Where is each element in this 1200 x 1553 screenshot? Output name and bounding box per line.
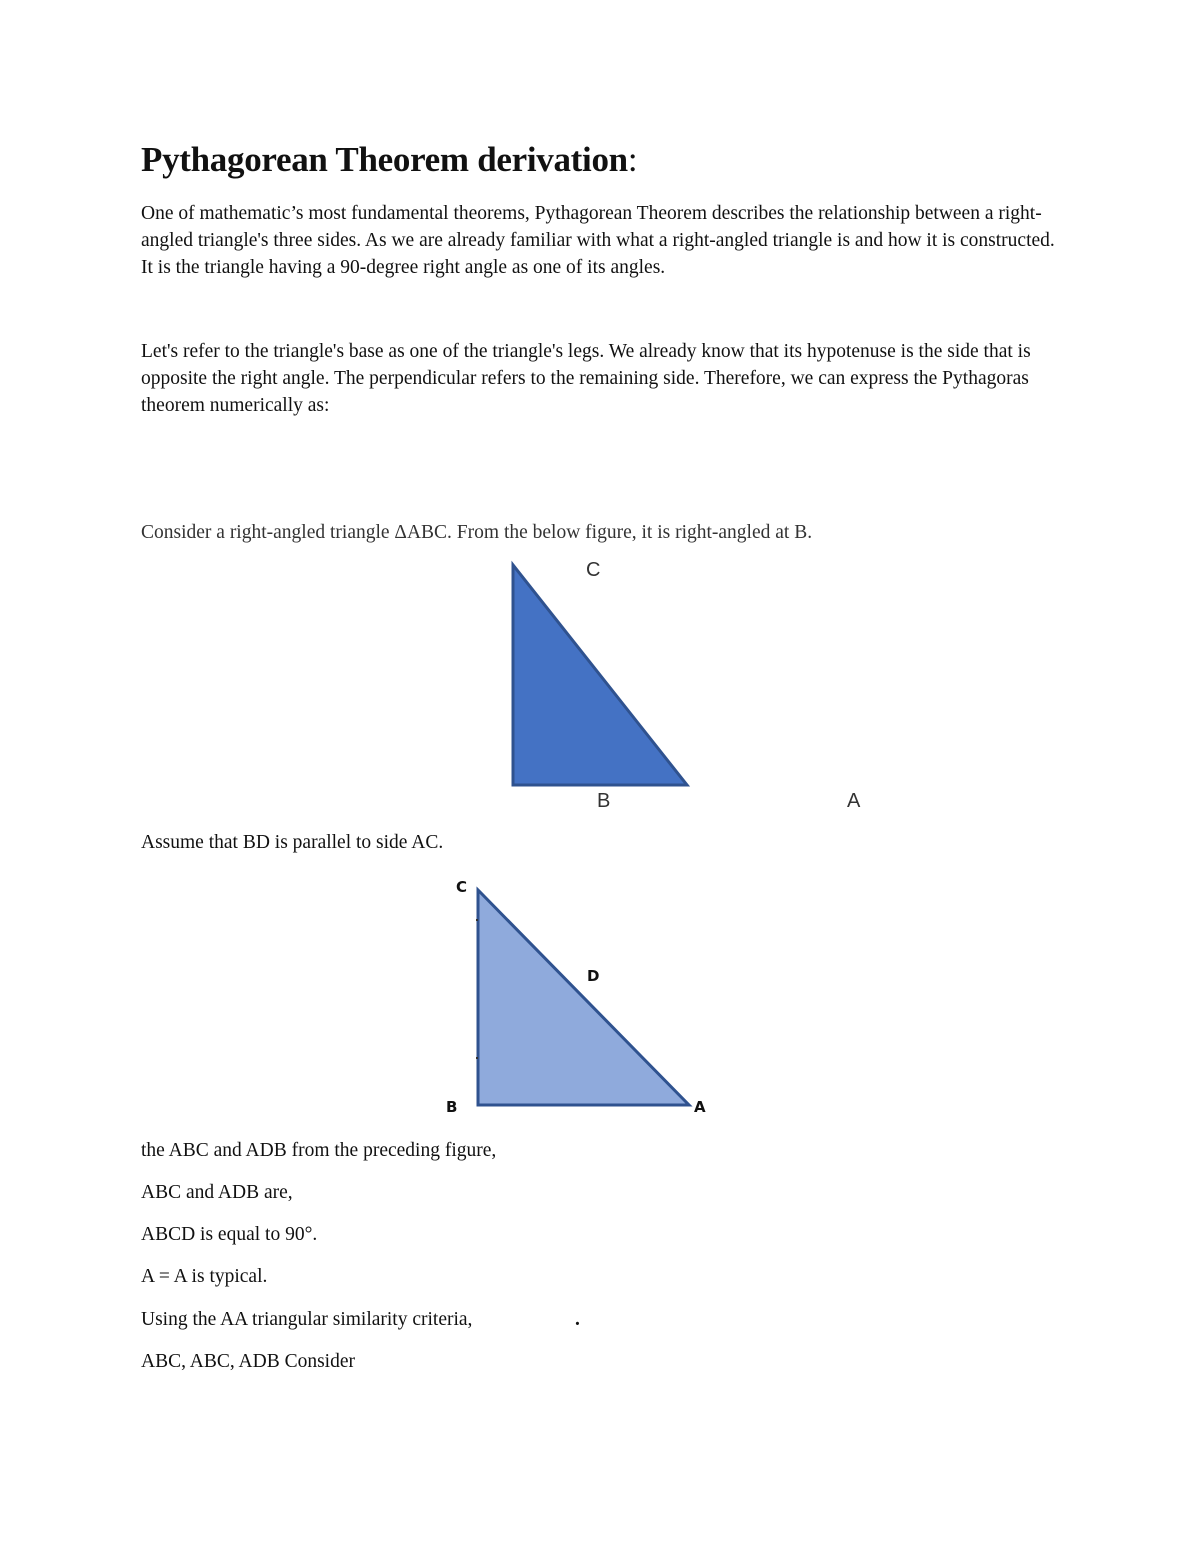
- text-line: ABC and ADB are,: [141, 1182, 293, 1203]
- text-line: ABC, ABC, ADB Consider: [141, 1351, 355, 1372]
- figure2-label-b: B: [446, 1098, 458, 1116]
- stray-period-mark: .: [575, 1309, 580, 1330]
- legs-paragraph: Let's refer to the triangle's base as one of the triangle's legs. We already know that its hypotenuse is the side that is opposite the right angle. The perpendicular refers to the remaining side. Therefore, we can express the Pythagoras theorem numerically as:: [141, 341, 1031, 416]
- figure1-label-b: B: [597, 790, 611, 812]
- figure2-label-d: D: [587, 967, 600, 985]
- title-text: Pythagorean Theorem derivation: [141, 140, 628, 179]
- figure2-label-a: A: [694, 1098, 706, 1116]
- consider-text: Consider a right-angled triangle ΔABC. From the below figure, it is right-angled at B.: [141, 522, 813, 543]
- triangle-abc-light-shape: [478, 890, 689, 1105]
- assume-text: Assume that BD is parallel to side AC.: [141, 832, 444, 853]
- figure1-label-c: C: [586, 559, 601, 581]
- figure1-label-a: A: [847, 790, 861, 812]
- text-line: Using the AA triangular similarity criteria,: [141, 1309, 473, 1330]
- title-colon: :: [627, 140, 638, 179]
- intro-paragraph: One of mathematic’s most fundamental theorems, Pythagorean Theorem describes the relationship between a right-angled triangle's three sides. As we are already familiar with what a right-angled triangle is and how it is constructed. It is the triangle having a 90-degree right angle as one of its angles.: [141, 203, 1055, 278]
- figure2-label-c: C: [456, 878, 468, 896]
- text-line: ABCD is equal to 90°.: [141, 1224, 318, 1245]
- text-line: A = A is typical.: [141, 1266, 268, 1287]
- text-line: the ABC and ADB from the preceding figure,: [141, 1140, 497, 1161]
